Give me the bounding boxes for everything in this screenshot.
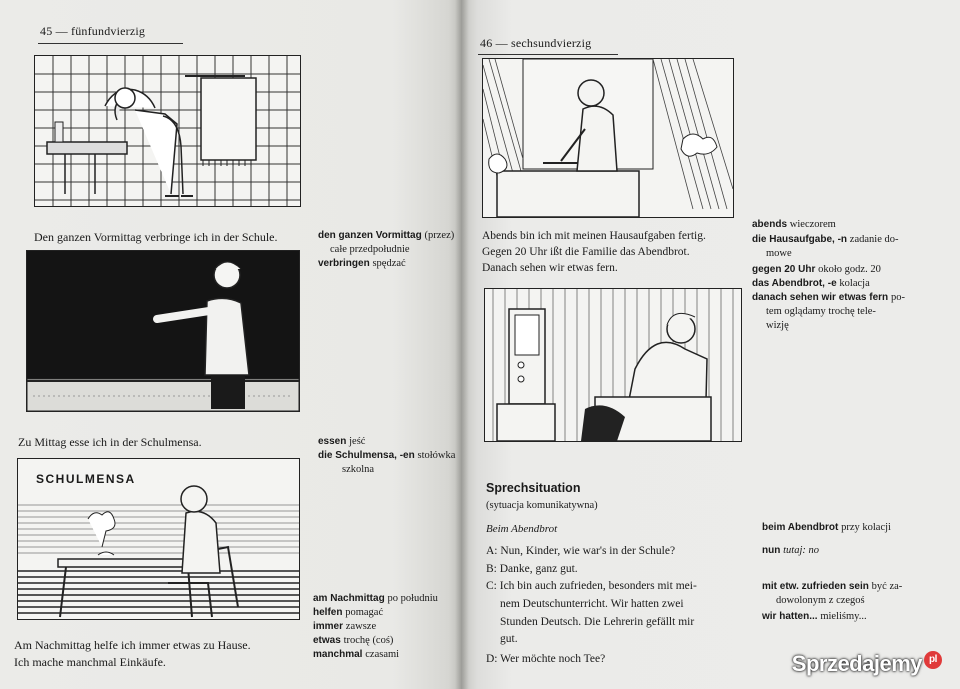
gloss-r2-3: dowolonym z czegoś bbox=[776, 595, 865, 606]
page-header: 45 — fünfundvierzig bbox=[40, 24, 146, 38]
illustration-blackboard bbox=[26, 250, 300, 412]
sentence-einkaeufe: Ich mache manchmal Einkäufe. bbox=[14, 655, 166, 669]
illustration-bathroom bbox=[34, 55, 301, 207]
watermark-logo: Sprzedajemy pl bbox=[792, 651, 942, 677]
gloss-3-0: am Nachmittag po południu bbox=[313, 593, 438, 604]
gloss-3-1: helfen pomagać bbox=[313, 607, 384, 618]
book-gutter bbox=[455, 0, 469, 689]
dialog-line-5: Stunden Deutsch. Die Lehrerin gefällt mir bbox=[500, 616, 695, 628]
illustration-canteen bbox=[17, 458, 300, 620]
gloss-r1-5: danach sehen wir etwas fern po- bbox=[752, 292, 905, 303]
gloss-2-1: die Schulmensa, -en stołówka bbox=[318, 450, 456, 461]
dialog-line-4: nem Deutschunterricht. Wir hatten zwei bbox=[500, 598, 684, 610]
gloss-3-3: etwas trochę (coś) bbox=[313, 635, 394, 646]
gloss-r1-7: wizję bbox=[766, 320, 789, 331]
left-page bbox=[0, 0, 462, 689]
section-title: Sprechsituation bbox=[486, 481, 581, 495]
gloss-r1-1: die Hausaufgabe, -n zadanie do- bbox=[752, 234, 899, 245]
dialog-line-3: C: Ich bin auch zufrieden, besonders mit mei- bbox=[486, 580, 697, 592]
header-rule bbox=[478, 54, 618, 55]
gloss-r1-0: abends wieczorem bbox=[752, 219, 836, 230]
gloss-1-0: den ganzen Vormittag (przez) bbox=[318, 230, 455, 241]
gloss-3-4: manchmal czasami bbox=[313, 649, 400, 660]
gloss-r2-2: mit etw. zufrieden sein być za- bbox=[762, 581, 903, 592]
dialog-line-2: B: Danke, ganz gut. bbox=[486, 563, 578, 575]
scene-title: Beim Abendbrot bbox=[486, 523, 558, 535]
page-header: 46 — sechsundvierzig bbox=[480, 36, 592, 50]
dialog-line-1: A: Nun, Kinder, wie war's in der Schule? bbox=[486, 545, 676, 557]
gloss-r1-2: mowe bbox=[766, 248, 792, 259]
gloss-1-2: verbringen spędzać bbox=[318, 258, 406, 269]
para-line-3: Danach sehen wir etwas fern. bbox=[482, 262, 618, 274]
sentence-nachmittag: Am Nachmittag helfe ich immer etwas zu Hause. bbox=[14, 638, 251, 652]
gloss-r2-1: nun tutaj: no bbox=[762, 545, 819, 556]
gloss-r1-4: das Abendbrot, -e kolacja bbox=[752, 278, 870, 289]
gloss-r2-0: beim Abendbrot przy kolacji bbox=[762, 522, 891, 533]
section-subtitle: (sytuacja komunikatywna) bbox=[486, 500, 598, 511]
dialog-line-6: gut. bbox=[500, 633, 518, 645]
illustration-tv bbox=[484, 288, 742, 442]
gloss-r1-6: tem oglądamy trochę tele- bbox=[766, 306, 876, 317]
gloss-2-0: essen jeść bbox=[318, 436, 366, 447]
illustration-homework bbox=[482, 58, 734, 218]
right-page bbox=[462, 0, 960, 689]
canteen-sign: SCHULMENSA bbox=[36, 472, 136, 486]
gloss-2-2: szkolna bbox=[342, 464, 375, 475]
gloss-r1-3: gegen 20 Uhr około godz. 20 bbox=[752, 264, 881, 275]
sentence-mittag: Zu Mittag esse ich in der Schulmensa. bbox=[18, 435, 202, 449]
sentence-vormittag: Den ganzen Vormittag verbringe ich in der Schule. bbox=[34, 230, 278, 244]
gloss-r2-4: wir hatten... mieliśmy... bbox=[762, 611, 867, 622]
para-line-1: Abends bin ich mit meinen Hausaufgaben fertig. bbox=[482, 230, 706, 242]
para-line-2: Gegen 20 Uhr ißt die Familie das Abendbrot. bbox=[482, 246, 690, 258]
dialog-line-7: D: Wer möchte noch Tee? bbox=[486, 653, 606, 665]
header-rule bbox=[38, 43, 183, 44]
gloss-1-1: całe przedpołudnie bbox=[330, 244, 410, 255]
gloss-3-2: immer zawsze bbox=[313, 621, 377, 632]
